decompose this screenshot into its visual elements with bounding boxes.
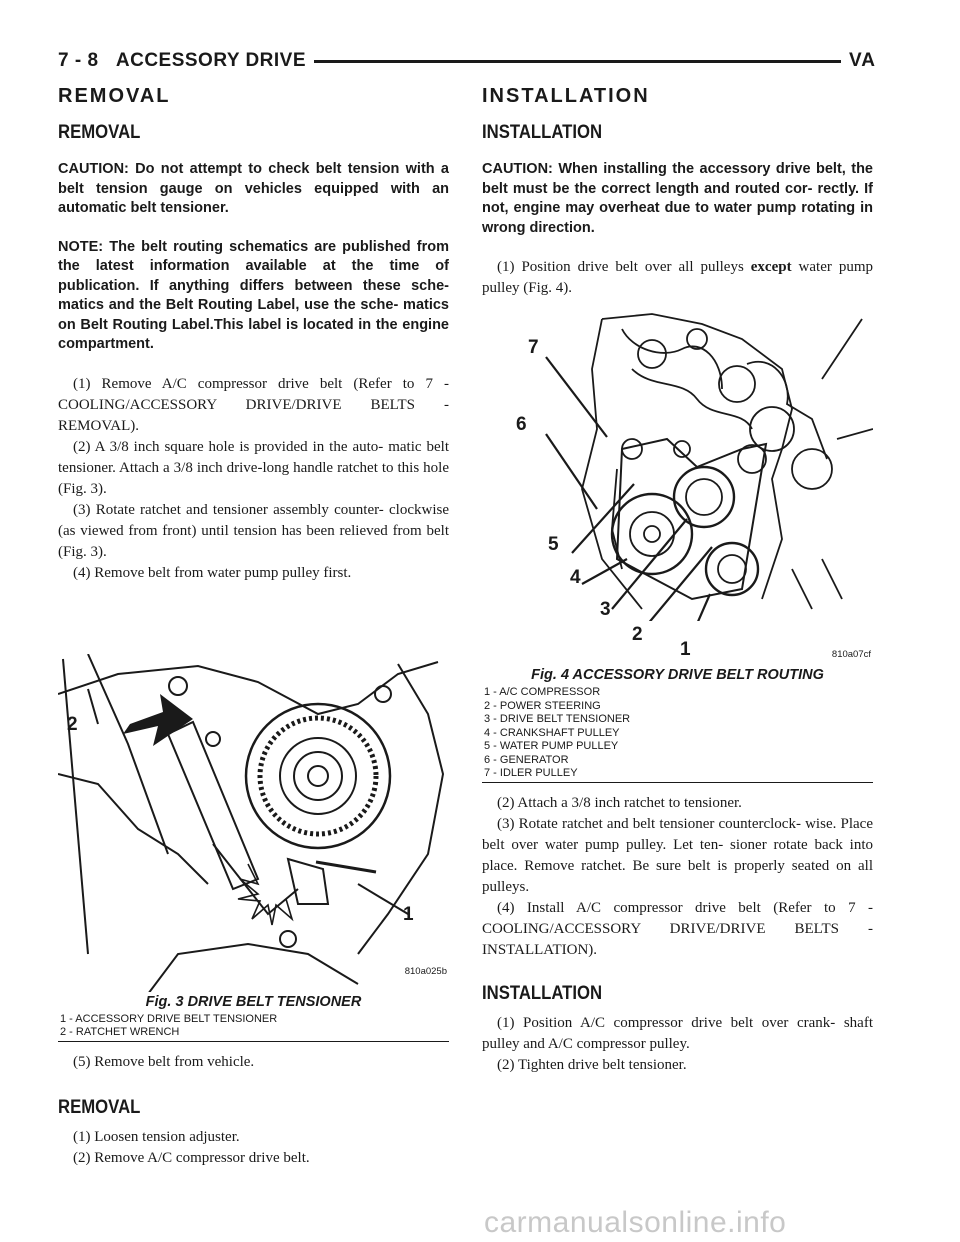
- legend-item: 7 - IDLER PULLEY: [484, 767, 578, 779]
- callout-1: 1: [680, 639, 691, 660]
- removal-subheading: REMOVAL: [58, 122, 141, 143]
- legend-item: 2 - RATCHET WRENCH: [60, 1026, 180, 1038]
- install-step-1: (1) Position drive belt over all pulleys except water pump pulley (Fig. 4).: [482, 259, 873, 296]
- header-page-title: 7 - 8 ACCESSORY DRIVE: [58, 50, 314, 72]
- callout-2: 2: [632, 624, 643, 645]
- installation-heading: INSTALLATION: [482, 85, 650, 107]
- figure-4: [482, 309, 873, 783]
- watermark: carmanualsonline.info: [484, 1206, 787, 1239]
- removal2-step-2: (2) Remove A/C compressor drive belt.: [73, 1149, 310, 1166]
- figure-caption: Fig. 4 ACCESSORY DRIVE BELT ROUTING: [531, 667, 824, 683]
- figure-caption: Fig. 3 DRIVE BELT TENSIONER: [145, 993, 362, 1010]
- callout-3: 3: [600, 599, 611, 620]
- callout-4: 4: [570, 567, 581, 588]
- installation-subheading-2: INSTALLATION: [482, 982, 603, 1004]
- removal-step-1: (1) Remove A/C compressor drive belt (Refer to 7 - COOLING/ACCESSORY DRIVE/DRIVE BELTS - REMOVAL).: [58, 375, 449, 434]
- legend-item: 4 - CRANKSHAFT PULLEY: [484, 726, 620, 739]
- legend-item: 3 - DRIVE BELT TENSIONER: [484, 713, 631, 725]
- figure-legend: [482, 686, 873, 783]
- header-model: VA: [841, 50, 876, 72]
- install-caution-text: CAUTION: When installing the accessory drive belt, the belt must be the correct length and routed cor- rectly. If not, engine may overheat due to water pump rotating in wrong direction.: [482, 161, 873, 236]
- figure-code: 810a025b: [404, 965, 447, 977]
- legend-item: 1 - A/C COMPRESSOR: [484, 686, 601, 698]
- removal-step-4: (4) Remove belt from water pump pulley first.: [73, 564, 352, 581]
- install2-step-2: (2) Tighten drive belt tensioner.: [497, 1056, 687, 1073]
- removal-subheading-2: REMOVAL: [58, 1096, 141, 1118]
- install-step-3: (3) Rotate ratchet and belt tensioner counterclock- wise. Place belt over water pump pulley. Let ten- sioner rotate back into place. Remove ratchet. Be sure belt is properly seated on all pulleys.: [482, 815, 873, 895]
- note-text: NOTE: The belt routing schematics are published from the latest information available at the time of publication. If anything differs between these sche- matics and the Belt Routing Label, use the sche- matics on Belt Routing Label.This label is located in the engine compartment.: [58, 238, 449, 352]
- tensioner-illustration: [58, 654, 449, 992]
- install-step-2: (2) Attach a 3/8 inch ratchet to tensioner.: [497, 794, 742, 811]
- callout-2: 2: [67, 713, 78, 735]
- removal2-step-1: (1) Loosen tension adjuster.: [73, 1128, 240, 1145]
- removal-step-3: (3) Rotate ratchet and tensioner assembly counter- clockwise (as viewed from front) until tension has been relieved from belt (Fig. 3).: [58, 501, 449, 560]
- figure-3: [58, 654, 449, 1042]
- callout-5: 5: [548, 534, 559, 555]
- legend-item: 2 - POWER STEERING: [484, 699, 601, 712]
- caution-text: CAUTION: Do not attempt to check belt tension with a belt tension gauge on vehicles equipped with an automatic belt tensioner.: [58, 161, 449, 216]
- figure-code: 810a07cf: [831, 649, 871, 660]
- removal-step-5: (5) Remove belt from vehicle.: [73, 1053, 255, 1070]
- tensioner-drawing: [58, 654, 449, 992]
- removal-step-2: (2) A 3/8 inch square hole is provided in the auto- matic belt tensioner. Attach a 3/8 inch drive-long handle ratchet to this hole (Fig. 3).: [58, 438, 449, 497]
- callout-1: 1: [403, 903, 414, 925]
- legend-item: 5 - WATER PUMP PULLEY: [484, 740, 619, 752]
- install2-step-1: (1) Position A/C compressor drive belt over crank- shaft pulley and A/C compressor pulley.: [482, 1014, 873, 1052]
- belt-routing-drawing: [482, 309, 873, 621]
- figure-legend: [58, 1013, 449, 1042]
- installation-subheading: INSTALLATION: [482, 122, 603, 143]
- callout-6: 6: [516, 414, 527, 435]
- left-column: [58, 85, 449, 1169]
- install-step-4: (4) Install A/C compressor drive belt (Refer to 7 - COOLING/ACCESSORY DRIVE/DRIVE BELTS - INSTALLATION).: [482, 899, 873, 958]
- legend-item: 1 - ACCESSORY DRIVE BELT TENSIONER: [60, 1012, 278, 1025]
- legend-item: 6 - GENERATOR: [484, 753, 569, 766]
- right-column: [482, 85, 873, 1076]
- removal-heading: REMOVAL: [58, 85, 171, 107]
- callout-7: 7: [528, 337, 539, 358]
- page-header: [58, 40, 876, 74]
